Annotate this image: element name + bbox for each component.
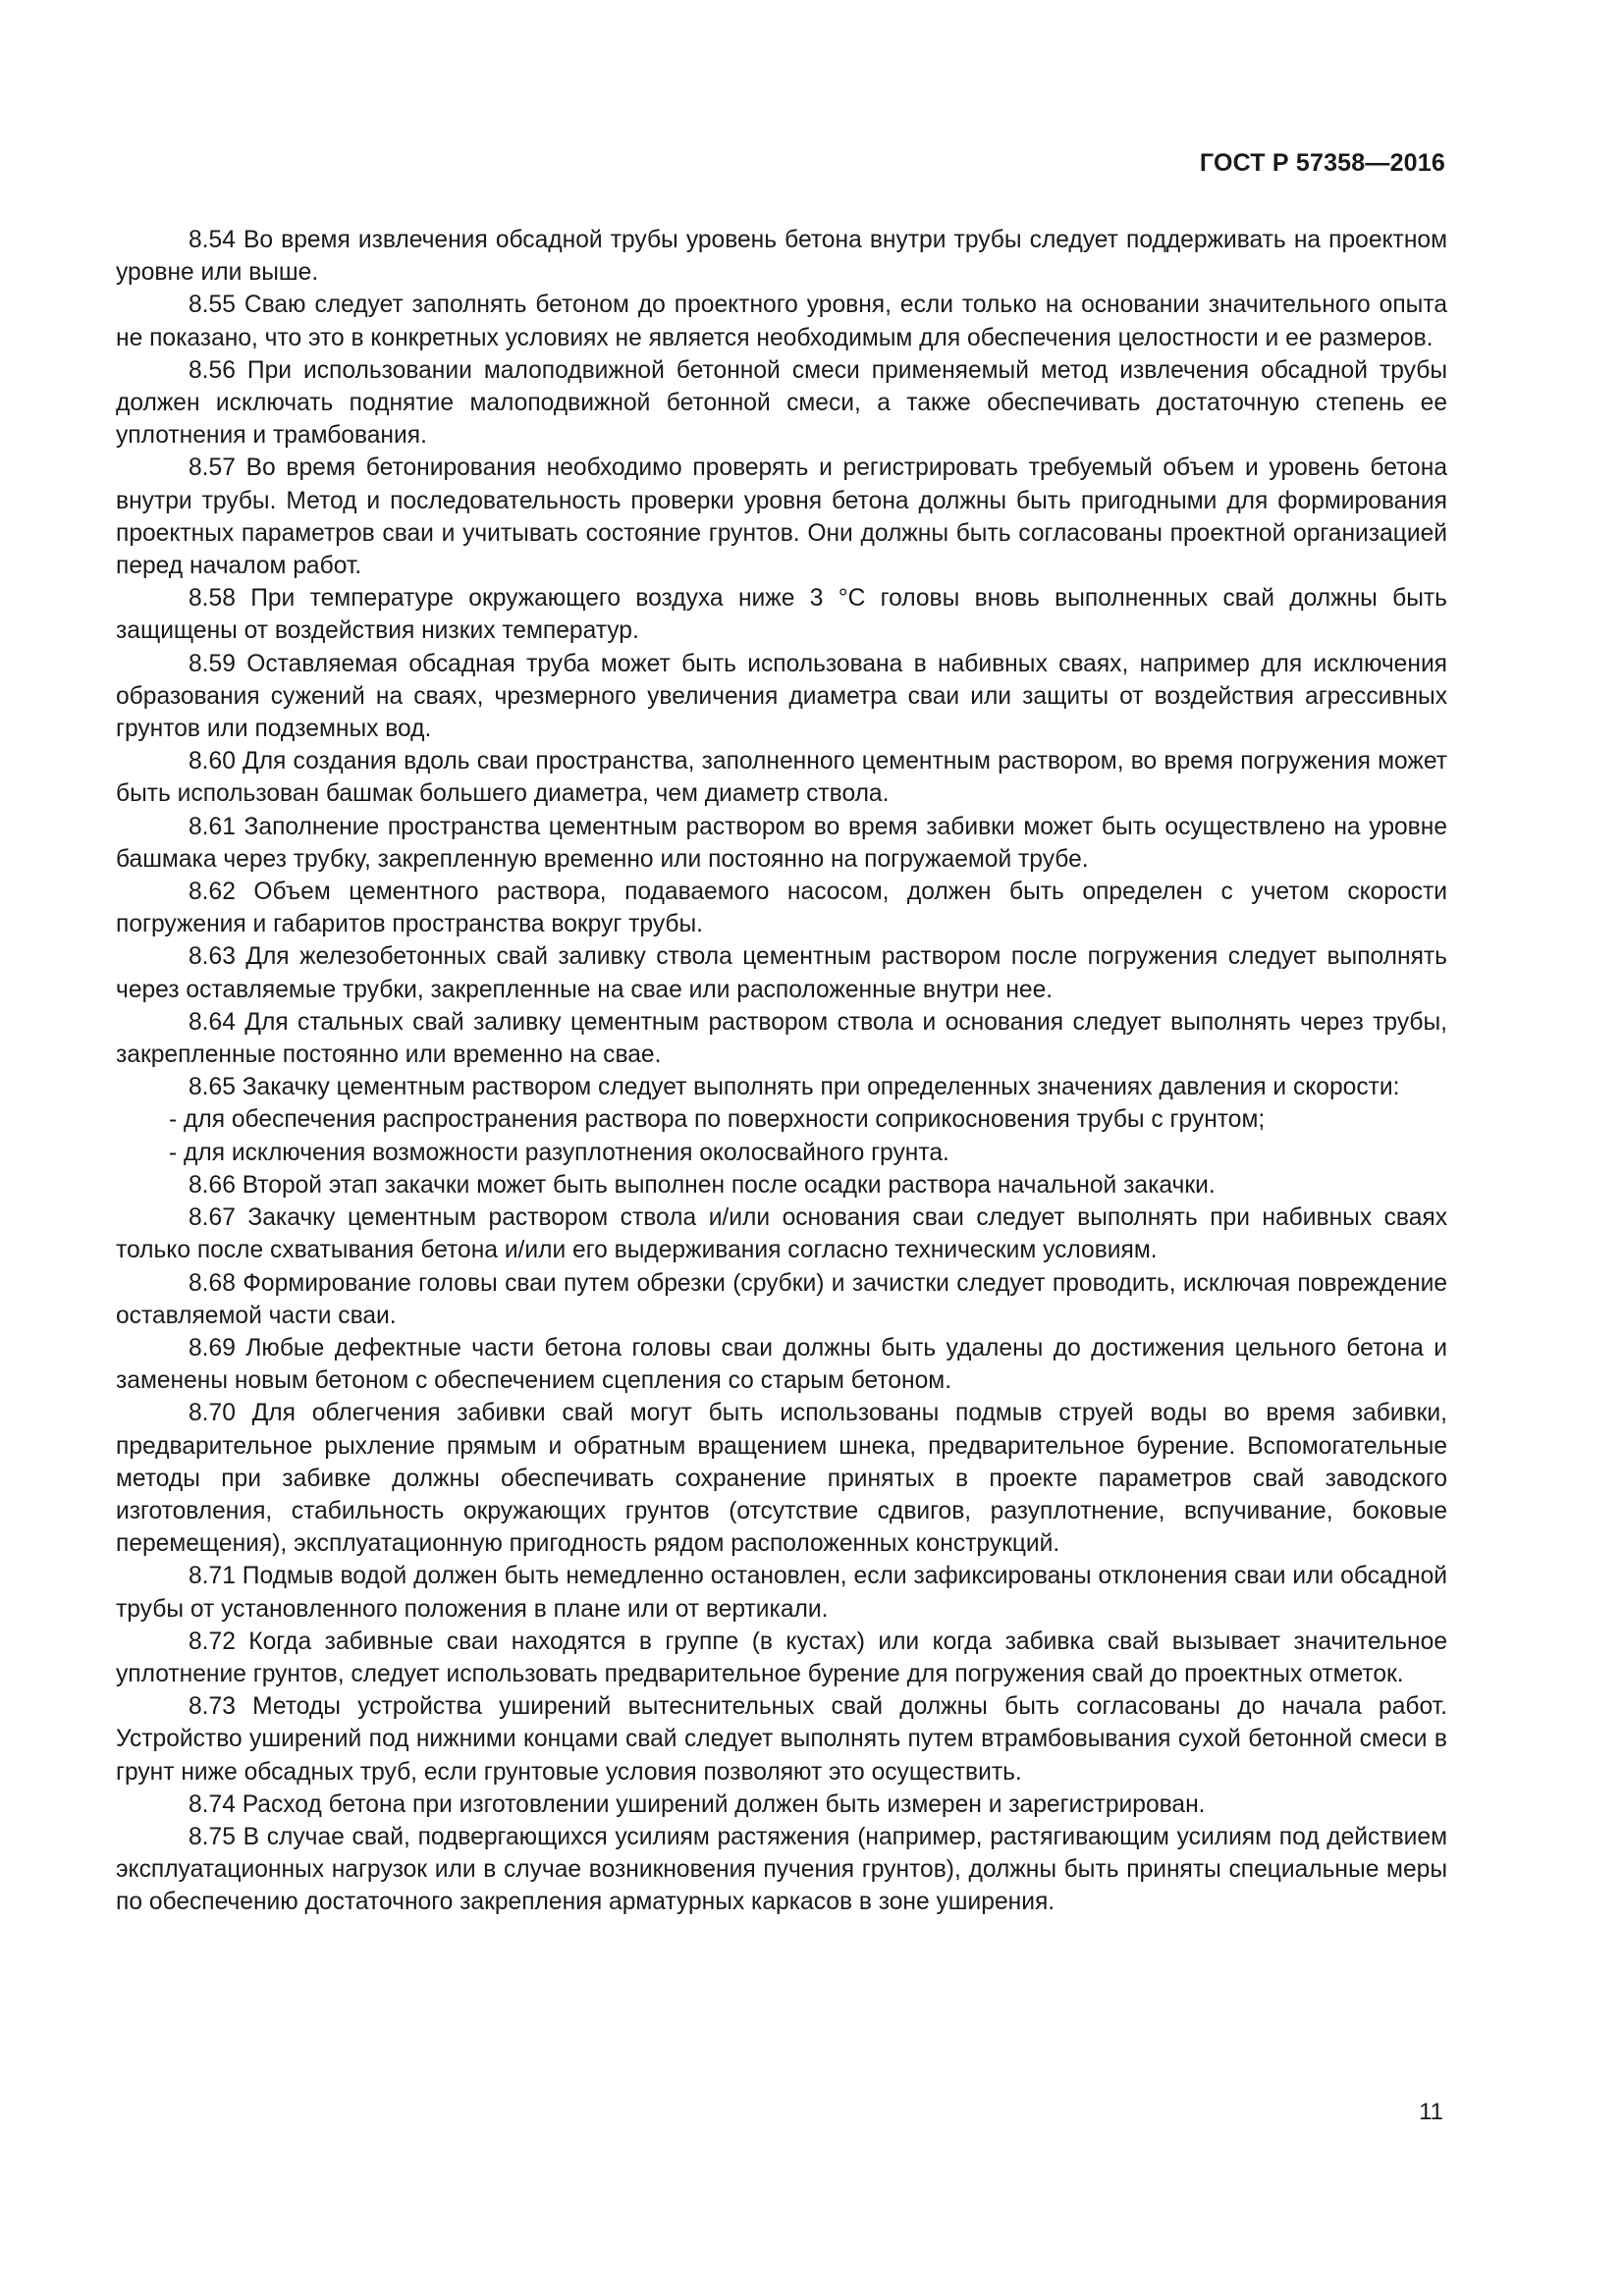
paragraph-8-75: 8.75 В случае свай, подвергающихся усилиям растяжения (например, растягивающим усилиям под действием эксплуатационных нагрузок или в случае возникновения пучения грунтов), должны быть приняты специальные меры по обеспечению достаточного закрепления арматурных каркасов в зоне уширения. [116,1823,1447,1916]
paragraph-8-69: 8.69 Любые дефектные части бетона головы сваи должны быть удалены до достижения цельного бетона и заменены новым бетоном с обеспечением сцепления со старым бетоном. [116,1334,1447,1395]
paragraph-8-68: 8.68 Формирование головы сваи путем обрезки (срубки) и зачистки следует проводить, исключая повреждение оставляемой части сваи. [116,1269,1447,1329]
paragraph-8-67: 8.67 Закачку цементным раствором ствола и/или основания сваи следует выполнять при набивных сваях только после схватывания бетона и/или его выдерживания согласно техническим условиям. [116,1204,1447,1264]
paragraph-8-74: 8.74 Расход бетона при изготовлении уширений должен быть измерен и зарегистрирован. [189,1790,1206,1818]
paragraph-8-72: 8.72 Когда забивные сваи находятся в группе (в кустах) или когда забивка свай вызывает значительное уплотнение грунтов, следует использовать предварительное бурение для погружения свай до проектных отметок. [116,1628,1447,1687]
page-number: 11 [1419,2099,1443,2125]
paragraph-8-63: 8.63 Для железобетонных свай заливку ствола цементным раствором после погружения следует выполнять через оставляемые трубки, закрепленные на свае или расположенные внутри нее. [116,943,1447,1003]
paragraph-8-55: 8.55 Сваю следует заполнять бетоном до проектного уровня, если только на основании значительного опыта не показано, что это в конкретных условиях не является необходимым для обеспечения целостности и ее размеров. [116,292,1447,351]
paragraph-8-56: 8.56 При использовании малоподвижной бетонной смеси применяемый метод извлечения обсадной трубы должен исключать поднятие малоподвижной бетонной смеси, а также обеспечивать достаточную степень ее уплотнения и трамбования. [116,356,1447,450]
paragraph-8-64: 8.64 Для стальных свай заливку цементным раствором ствола и основания следует выполнять через трубы, закрепленные постоянно или временно на свае. [116,1008,1447,1069]
paragraph-8-57: 8.57 Во время бетонирования необходимо проверять и регистрировать требуемый объем и уровень бетона внутри трубы. Метод и последовательность проверки уровня бетона должны быть пригодными для формирования проектных параметров сваи и учитывать состояние грунтов. Они должны быть согласованы проектной организацией перед началом работ. [116,454,1447,580]
paragraph-8-54: 8.54 Во время извлечения обсадной трубы уровень бетона внутри трубы следует поддерживать на проектном уровне или выше. [116,227,1447,287]
paragraph-8-59: 8.59 Оставляемая обсадная труба может быть использована в набивных сваях, например для исключения образования сужений на сваях, чрезмерного увеличения диаметра сваи или защиты от воздействия агрессивных грунтов или подземных вод. [116,650,1447,743]
paragraph-8-58: 8.58 При температуре окружающего воздуха ниже 3 °С головы вновь выполненных свай должны быть защищены от воздействия низких температур. [116,585,1447,645]
paragraph-8-60: 8.60 Для создания вдоль сваи пространства, заполненного цементным раствором, во время погружения может быть использован башмак большего диаметра, чем диаметр ствола. [116,748,1447,808]
document-code-header: ГОСТ Р 57358—2016 [1199,149,1445,177]
paragraph-8-71: 8.71 Подмыв водой должен быть немедленно остановлен, если зафиксированы отклонения сваи или обсадной трубы от установленного положения в плане или от вертикали. [116,1563,1447,1623]
list-item-8-65-2: - для исключения возможности разуплотнения околосвайного грунта. [169,1139,949,1166]
paragraph-8-70: 8.70 Для облегчения забивки свай могут быть использованы подмыв струей воды во время забивки, предварительное рыхление прямым и обратным вращением шнека, предварительное бурение. Вспомогательные методы при забивке должны обеспечивать сохранение принятых в проекте параметров свай заводского изготовления, стабильность окружающих грунтов (отсутствие сдвигов, разуплотнение, вспучивание, боковые перемещения), эксплуатационную пригодность рядом расположенных конструкций. [116,1400,1447,1558]
paragraph-8-65: 8.65 Закачку цементным раствором следует выполнять при определенных значениях давления и скорости: [189,1074,1400,1101]
paragraph-8-61: 8.61 Заполнение пространства цементным раствором во время забивки может быть осуществлено на уровне башмака через трубку, закрепленную временно или постоянно на погружаемой трубе. [116,813,1447,873]
list-item-8-65-1: - для обеспечения распространения раствора по поверхности соприкосновения трубы с грунтом; [169,1106,1266,1134]
document-body [116,224,1447,1919]
paragraph-8-73: 8.73 Методы устройства уширений вытеснительных свай должны быть согласованы до начала работ. Устройство уширений под нижними концами свай следует выполнять путем втрамбовывания сухой бетонной смеси в грунт ниже обсадных труб, если грунтовые условия позволяют это осуществить. [116,1693,1447,1786]
paragraph-8-62: 8.62 Объем цементного раствора, подаваемого насосом, должен быть определен с учетом скорости погружения и габаритов пространства вокруг трубы. [116,879,1447,938]
paragraph-8-66: 8.66 Второй этап закачки может быть выполнен после осадки раствора начальной закачки. [189,1171,1216,1199]
